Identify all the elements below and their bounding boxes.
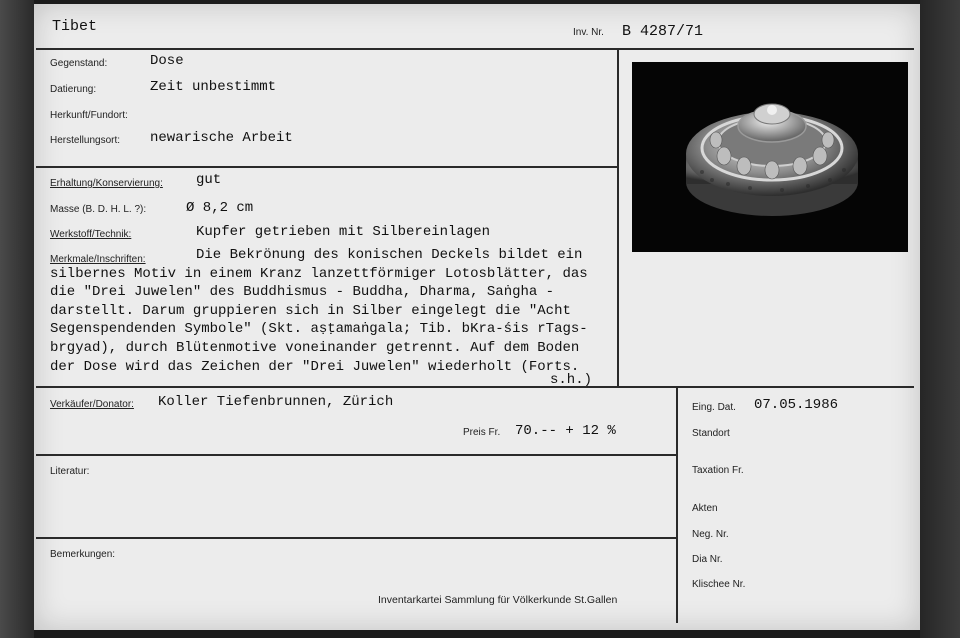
merkmale-line: silbernes Motiv in einem Kranz lanzettförmiger Lotosblätter, das — [50, 265, 588, 282]
merkmale-line: Segenspendenden Symbole" (Skt. aṣṭamaṅgala; Tib. bKra-śis rTags- — [50, 321, 588, 338]
gegenstand-label: Gegenstand: — [50, 58, 108, 69]
lidded-box-image — [632, 62, 908, 252]
inv-number-label: Inv. Nr. — [573, 27, 604, 38]
inventory-card — [34, 4, 920, 630]
akten-label: Akten — [692, 503, 718, 514]
neg-nr-label: Neg. Nr. — [692, 529, 729, 540]
inv-number-value: B 4287/71 — [622, 23, 704, 40]
dia-nr-label: Dia Nr. — [692, 554, 723, 565]
erhaltung-value: gut — [196, 172, 222, 188]
merkmale-line: darstellt. Darum gruppieren sich in Silber eingelegt die "Acht — [50, 302, 571, 319]
section-rule-3 — [36, 454, 676, 456]
erhaltung-label: Erhaltung/Konservierung: — [50, 178, 163, 189]
merkmale-line: die "Drei Juwelen" des Buddhismus - Buddha, Dharma, Saṅgha - — [50, 284, 555, 301]
klischee-nr-label: Klischee Nr. — [692, 579, 746, 590]
institution-footer: Inventarkartei Sammlung für Völkerkunde St.Gallen — [378, 594, 618, 606]
merkmale-line: Die Bekrönung des konischen Deckels bildet ein — [196, 247, 583, 263]
preis-value: 70.-- + 12 % — [515, 423, 616, 439]
standort-label: Standort — [692, 428, 730, 439]
section-rule-4 — [36, 537, 676, 539]
section-rule-1 — [36, 166, 618, 168]
herkunft-label: Herkunft/Fundort: — [50, 110, 128, 121]
datierung-value: Zeit unbestimmt — [150, 79, 277, 95]
werkstoff-value: Kupfer getrieben mit Silbereinlagen — [196, 224, 491, 240]
bemerkungen-label: Bemerkungen: — [50, 549, 116, 560]
datierung-label: Datierung: — [50, 84, 97, 95]
verkaeufer-label: Verkäufer/Donator: — [50, 399, 134, 410]
preis-label: Preis Fr. — [463, 427, 501, 438]
taxation-label: Taxation Fr. — [692, 465, 744, 476]
photo-divider — [617, 48, 619, 388]
merkmale-line: brgyad), durch Blütenmotive voneinander getrennt. Auf dem Boden — [50, 339, 580, 356]
region-title: Tibet — [52, 18, 98, 35]
literatur-label: Literatur: — [50, 466, 90, 477]
werkstoff-label: Werkstoff/Technik: — [50, 229, 132, 240]
merkmale-line: der Dose wird das Zeichen der "Drei Juwelen" wiederholt (Forts. — [50, 358, 580, 375]
masse-label: Masse (B. D. H. L. ?): — [50, 204, 147, 215]
gegenstand-value: Dose — [150, 53, 184, 69]
merkmale-line: s.h.) — [550, 372, 593, 389]
merkmale-label-text: Merkmale/Inschriften: — [50, 254, 146, 265]
merkmale-text — [50, 246, 616, 390]
verkaeufer-value: Koller Tiefenbrunnen, Zürich — [158, 394, 394, 410]
scan-edge-left — [0, 0, 34, 638]
header-rule — [36, 48, 914, 50]
herstellungsort-value: newarische Arbeit — [150, 130, 293, 146]
scan-edge-right — [920, 0, 960, 638]
right-column-divider — [676, 387, 678, 623]
masse-value: Ø 8,2 cm — [186, 200, 254, 216]
herstellungsort-label: Herstellungsort: — [50, 135, 121, 146]
lidded-box-photo — [632, 62, 908, 252]
eing-dat-value: 07.05.1986 — [754, 397, 839, 413]
eing-dat-label: Eing. Dat. — [692, 402, 736, 413]
